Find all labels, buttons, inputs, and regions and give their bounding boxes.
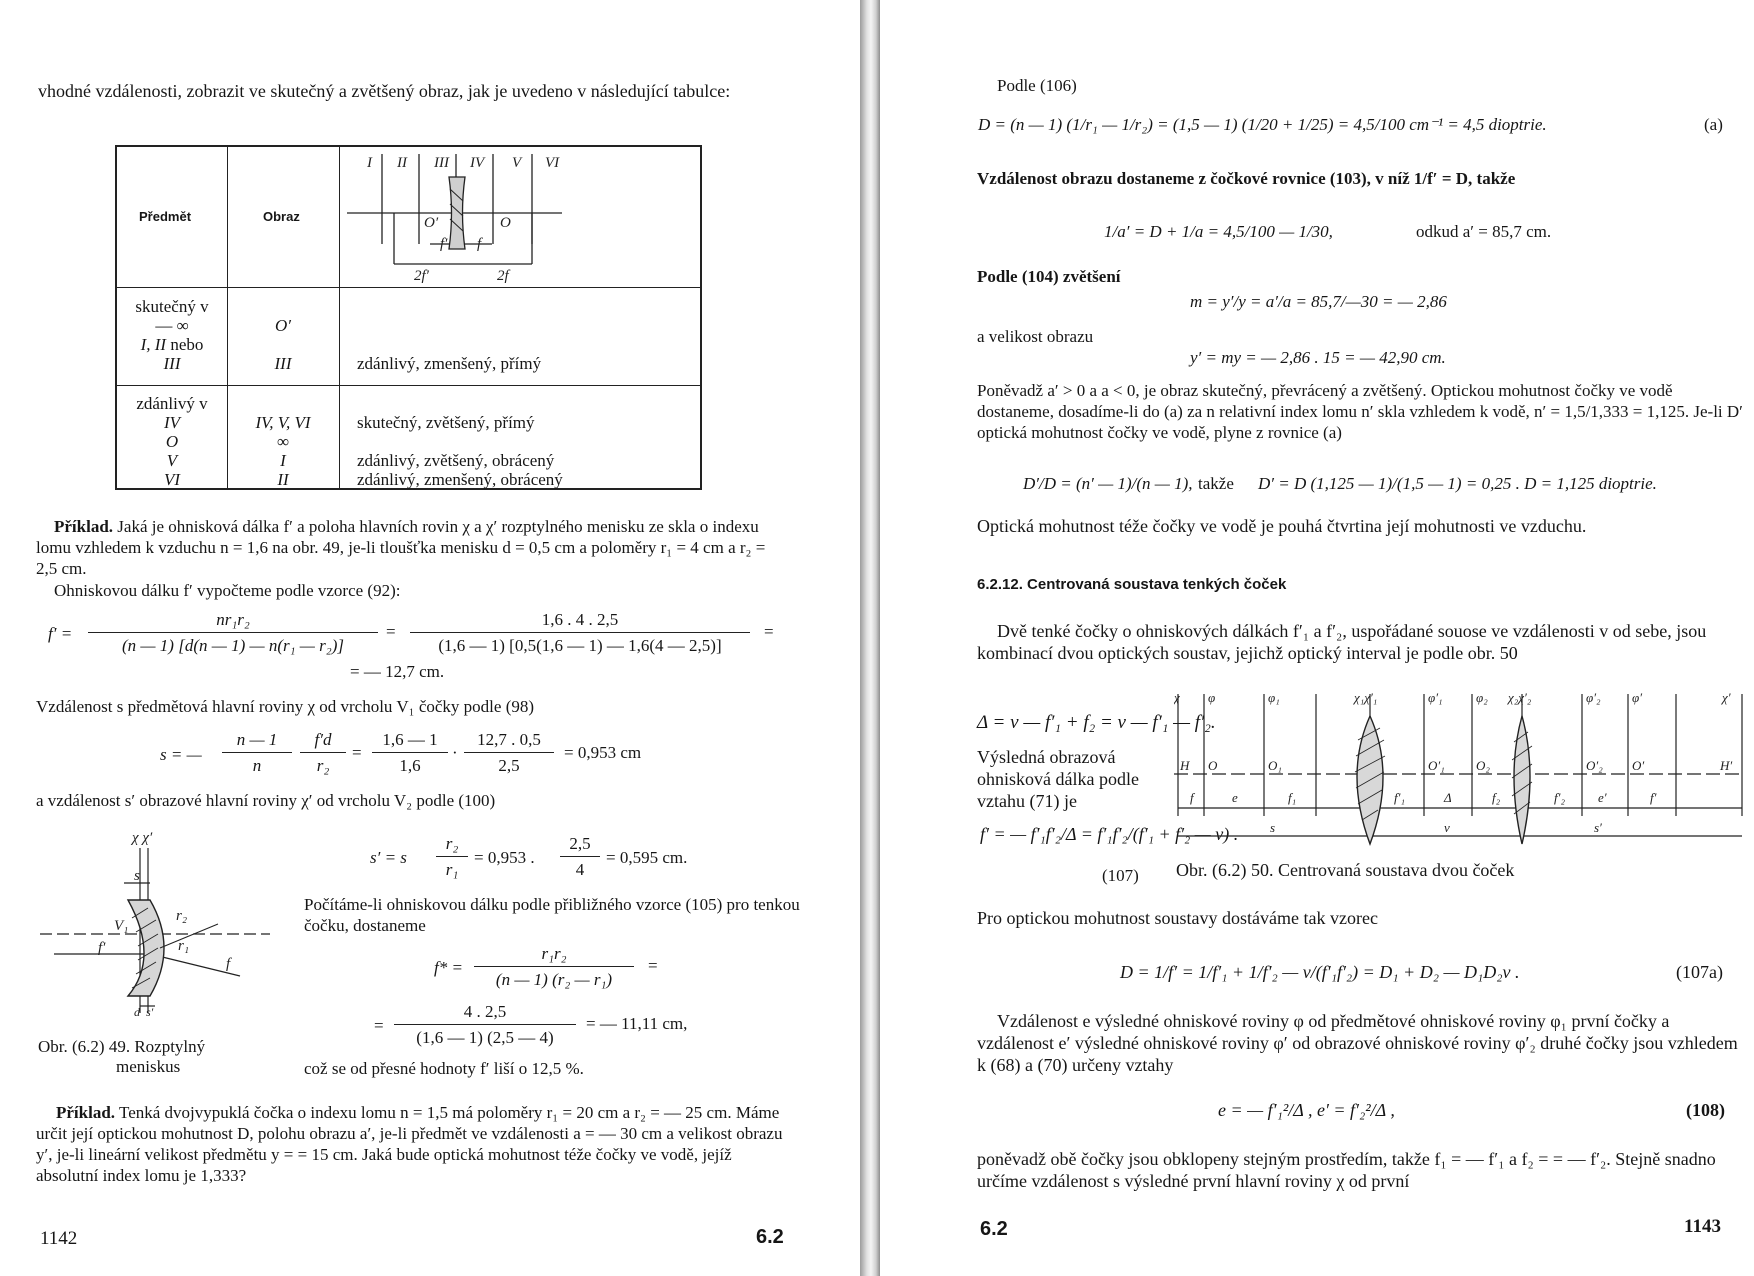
fig49-label-r1: r₁ bbox=[178, 938, 190, 954]
eq5-den: (1,6 — 1) (2,5 — 4) bbox=[416, 1028, 554, 1047]
para6: Vzdálenost e výsledné ohniskové roviny φ od předmětové ohniskové roviny φ₁ první čočky a vzdálenost e′ výsledné ohniskové roviny φ′ od obrazové ohniskové roviny φ′₂ druhé čočky jsou vzhledem k (68) a (70) určeny vztahy bbox=[977, 1011, 1738, 1075]
left-section-number: 6.2 bbox=[756, 1226, 784, 1248]
eq3-result: = 0,595 cm. bbox=[606, 848, 688, 867]
para4: Výsledná obrazová ohnisková dálka podle vztahu (71) je bbox=[977, 747, 1139, 811]
right-section-number: 6.2 bbox=[980, 1218, 1008, 1240]
svg-text:f₁: f₁ bbox=[1288, 790, 1297, 805]
eq2-f3-num: 1,6 — 1 bbox=[382, 730, 438, 749]
fig49-label-v1: V₁ bbox=[114, 918, 129, 934]
svg-text:v: v bbox=[1444, 820, 1450, 835]
svg-text:χ: χ bbox=[1174, 690, 1180, 705]
eq-d: y′ = my = — 2,86 . 15 = — 42,90 cm. bbox=[1190, 348, 1446, 367]
eq-h-tag: (107a) bbox=[1676, 962, 1723, 982]
approx-text: Počítáme-li ohniskovou dálku podle přibližného vzorce (105) pro tenkou čočku, dostaneme bbox=[304, 895, 800, 935]
eq1-eq-b: = bbox=[764, 622, 774, 641]
eq1-frac1-den: (n — 1) [d(n — 1) — n(r₁ — r₂)] bbox=[122, 636, 344, 655]
fig49-label-s: s bbox=[134, 868, 140, 884]
eq-f: Δ = v — f′₁ + f₂ = v — f′₁ — f′₂. bbox=[977, 712, 1216, 733]
example2-label: Příklad. bbox=[56, 1103, 116, 1122]
zone-label-2: II bbox=[397, 155, 407, 171]
zone-label-3: III bbox=[434, 155, 449, 171]
row1-image: O′ III bbox=[274, 316, 292, 373]
zone-label-o: O bbox=[500, 215, 511, 231]
svg-text:f′₁: f′₁ bbox=[1394, 790, 1405, 805]
para2: Optická mohutnost téže čočky ve vodě je pouhá čtvrtina její mohutnosti ve vzduchu. bbox=[977, 516, 1587, 536]
eq4-lhs: f* = bbox=[434, 958, 463, 977]
para1: Poněvadž a′ > 0 a a < 0, je obraz skutečný, převrácený a zvětšený. Optickou mohutnost čočky ve vodě dostaneme, dosadíme-li do (a) za n relativní index lomu n′ skla vzhledem k vodě, n′ = 1,5/1,333 = 1,125. Je-li D′ optická mohutnost čočky ve vodě, plyne z rovnice (a) bbox=[977, 381, 1743, 442]
eq3-f2-num: 2,5 bbox=[569, 834, 591, 853]
zone-label-oprime: O′ bbox=[424, 215, 439, 231]
zone-label-f: f bbox=[477, 236, 482, 252]
eq4-eq: = bbox=[648, 956, 658, 975]
svg-text:f: f bbox=[1190, 790, 1194, 805]
eq1-frac2-num: 1,6 . 4 . 2,5 bbox=[541, 610, 619, 629]
eq1-result: = — 12,7 cm. bbox=[350, 662, 445, 681]
svg-text:χ₂χ′₂: χ₂χ′₂ bbox=[1508, 690, 1532, 705]
svg-text:φ′: φ′ bbox=[1632, 690, 1643, 705]
image-types-table bbox=[115, 145, 702, 490]
dist-s-text: Vzdálenost s předmětová hlavní roviny χ od vrcholu V₁ čočky podle (98) bbox=[36, 697, 535, 716]
section-heading: 6.2.12. Centrovaná soustava tenkých čoček bbox=[977, 576, 1287, 593]
svg-text:H′: H′ bbox=[1720, 758, 1733, 773]
fig49-caption-1: Obr. (6.2) 49. Rozptylný bbox=[38, 1037, 206, 1056]
table-header-image: Obraz bbox=[263, 209, 300, 224]
svg-text:H: H bbox=[1180, 758, 1190, 773]
zone-label-5: V bbox=[512, 155, 522, 171]
zone-label-6: VI bbox=[545, 155, 560, 171]
eq3-f1-den: r₁ bbox=[445, 860, 459, 879]
focal-intro: Ohniskovou dálku f′ vypočteme podle vzorce (92): bbox=[54, 581, 401, 600]
eq-e: D′/D = (n′ — 1)/(n — 1), bbox=[1023, 474, 1193, 493]
left-page: vhodné vzdálenosti, zobrazit ve skutečný a zvětšený obraz, jak je uvedeno v následující tabulce: Předmět Obraz I II III IV V VI O′ O f′ f 2f′ 2f skutečný v — ∞ I, II nebo III O′ III zdánlivý, zmenšený, přímý zdánlivý v IV O V VI IV, V, VI ∞ I II skutečný, zvětšený, přímý zdánlivý, zvětšený, obrácený zdánlivý, zmenšený, obrácený Příklad. Jaká je ohnisková dálka f′ a poloha hlavních rovin χ a χ′ rozptylného menisku ze skla o indexu lomu vzhledem k vzduchu n = 1,6 na obr. 49, je-li tloušťka menisku d = 0,5 cm a poloměry r₁ = 4 cm a r₂ = 2,5 cm. Ohniskovou dálku f′ vypočteme podle vzorce (92): f′ = nr₁r₂ (n — 1) [d(n — 1) — n(r₁ — r₂)] = 1,6 . 4 . 2,5 (1,6 — 1) [0,5(1,6 — 1) — 1,6(4 — 2,5)] = = — 12,7 cm. Vzdálenost s předmětová hlavní roviny χ od vrcholu V₁ čočky podle (98) s = — n — 1 n f′d r₂ = 1,6 — 1 1,6 · 12,7 . 0,5 2,5 = 0,953 cm a vzdálenost s′ obrazové hlavní roviny χ′ od vrcholu V₂ podle (100) χ χ′ s V₁ r₂ r₁ f′ f d s′ s′ = s r₂ r₁ = 0,953 . 2,5 4 = 0,595 cm. Počítáme-li ohniskovou dálku podle přibližného vzorce (105) pro tenkou čočku, dostaneme f* = r₁r₂ (n — 1) (r₂ — r₁) = = 4 . 2,5 (1,6 — 1) (2,5 — 4) = — 11,11 cm, Obr. (6.2) 49. Rozptylný meniskus což se od přesné hodnoty f′ liší o 12,5 %. Příklad. Tenká dvojvypuklá čočka o indexu lomu n = 1,5 má poloměry r₁ = 20 cm a r₂ = — 25 cm. Máme určit její optickou mohutnost D, polohu obrazu a′, je-li předmět ve vzdálenosti a = — 30 cm a velikost obrazu y′, je-li lineární velikost předmětu y = = 15 cm. Jaká bude optická mohutnost téže čočky ve vodě, jejíž absolutní index lomu je 1,333? 1142 6.2 bbox=[0, 0, 860, 1276]
eq-e-mid: takže bbox=[1198, 474, 1234, 493]
svg-text:e′: e′ bbox=[1598, 790, 1607, 805]
fig49-label-d: d bbox=[134, 1005, 140, 1018]
dist-s2-text: a vzdálenost s′ obrazové hlavní roviny χ′ od vrcholu V₂ podle (100) bbox=[36, 791, 496, 810]
para5: Pro optickou mohutnost soustavy dostáváme tak vzorec bbox=[977, 908, 1378, 928]
row2-type-b: zdánlivý, zvětšený, obrácený bbox=[357, 451, 555, 470]
eq-c: m = y′/y = a′/a = 85,7/—30 = — 2,86 bbox=[1190, 292, 1447, 311]
svg-text:φ′₁: φ′₁ bbox=[1428, 690, 1443, 705]
row2-image: IV, V, VI ∞ I II bbox=[255, 413, 311, 489]
svg-text:Δ: Δ bbox=[1444, 790, 1452, 805]
zone-label-4: IV bbox=[470, 155, 485, 171]
svg-text:f′₂: f′₂ bbox=[1554, 790, 1565, 805]
eq-i: e = — f′₁²/Δ , e′ = f′₂²/Δ , bbox=[1218, 1100, 1395, 1120]
svg-text:O: O bbox=[1208, 758, 1218, 773]
zone-label-1: I bbox=[367, 155, 372, 171]
eq-a: D = (n — 1) (1/r₁ — 1/r₂) = (1,5 — 1) (1/20 + 1/25) = 4,5/100 cm⁻¹ = 4,5 dioptrie. bbox=[978, 115, 1547, 134]
book-spine bbox=[860, 0, 880, 1276]
svg-text:O₂: O₂ bbox=[1476, 758, 1490, 773]
fig49-label-chi: χ χ′ bbox=[132, 830, 153, 846]
eq2-f4-den: 2,5 bbox=[498, 756, 520, 775]
para7: poněvadž obě čočky jsou obklopeny stejným prostředím, takže f₁ = — f′₁ a f₂ = = — f′₂. Stejně snadno určíme vzdálenost s výsledné první hlavní roviny χ od první bbox=[977, 1149, 1716, 1191]
eq1-lhs: f′ = bbox=[48, 624, 73, 643]
zone-label-fprime: f′ bbox=[440, 236, 448, 252]
fig49-label-s1: s′ bbox=[146, 1005, 154, 1018]
fig49-caption-2: meniskus bbox=[116, 1057, 181, 1076]
example1-label: Příklad. bbox=[54, 517, 114, 536]
eq1-frac2-bar bbox=[410, 632, 750, 633]
row1-type: zdánlivý, zmenšený, přímý bbox=[357, 354, 542, 373]
right-page-number: 1143 bbox=[1684, 1216, 1721, 1237]
eq3-f2-den: 4 bbox=[575, 860, 585, 879]
example1-text: Jaká je ohnisková dálka f′ a poloha hlavních rovin χ a χ′ rozptylného menisku ze skla o indexu lomu vzhledem k vzduchu n = 1,6 na obr. 49, je-li tloušťka menisku d = 0,5 cm a poloměry r₁ = 4 cm a r₂ = 2,5 cm. bbox=[36, 517, 766, 578]
row2-type-c: zdánlivý, zmenšený, obrácený bbox=[357, 470, 563, 489]
eq4-num: r₁r₂ bbox=[541, 944, 567, 963]
eq5-num: 4 . 2,5 bbox=[463, 1002, 507, 1021]
svg-text:O′: O′ bbox=[1632, 758, 1645, 773]
row2-type-a: skutečný, zvětšený, přímý bbox=[357, 413, 535, 432]
svg-text:φ₁: φ₁ bbox=[1268, 690, 1280, 705]
figure-49-meniscus bbox=[40, 828, 280, 1018]
svg-text:φ₂: φ₂ bbox=[1476, 690, 1488, 705]
fig50-caption: Obr. (6.2) 50. Centrovaná soustava dvou čoček bbox=[1176, 860, 1515, 880]
eq1-frac1-bar bbox=[88, 632, 378, 633]
eq2-f4-num: 12,7 . 0,5 bbox=[477, 730, 541, 749]
example2-paragraph bbox=[36, 1102, 794, 1186]
eq-i-tag: (108) bbox=[1686, 1100, 1725, 1120]
svg-text:f₂: f₂ bbox=[1492, 790, 1501, 805]
svg-text:e: e bbox=[1232, 790, 1238, 805]
eq-e-rhs: D′ = D (1,125 — 1)/(1,5 — 1) = 0,25 . D = 1,125 dioptrie. bbox=[1258, 474, 1657, 493]
fig49-label-fprime: f′ bbox=[98, 940, 106, 956]
eq-h: D = 1/f′ = 1/f′₁ + 1/f′₂ — v/(f′₁f′₂) = D₁ + D₂ — D₁D₂v . bbox=[1120, 962, 1520, 982]
eq5-result: = — 11,11 cm, bbox=[586, 1014, 688, 1033]
svg-text:φ: φ bbox=[1208, 690, 1216, 705]
figure-50-lens-system bbox=[1174, 690, 1750, 852]
eq1-frac2-den: (1,6 — 1) [0,5(1,6 — 1) — 1,6(4 — 2,5)] bbox=[438, 636, 722, 655]
eq2-lhs: s = — bbox=[160, 745, 202, 764]
svg-text:s′: s′ bbox=[1594, 820, 1602, 835]
eq-b: 1/a′ = D + 1/a = 4,5/100 — 1/30, bbox=[1104, 222, 1333, 241]
example1-paragraph bbox=[36, 516, 786, 579]
eq-g: f′ = — f′₁f′₂/Δ = f′₁f′₂/(f′₁ + f′₂ — v) . bbox=[980, 824, 1239, 844]
row2-object: zdánlivý v IV O V VI bbox=[136, 394, 208, 489]
svg-text:χ′: χ′ bbox=[1722, 690, 1731, 705]
example2-text: Tenká dvojvypuklá čočka o indexu lomu n = 1,5 má poloměry r₁ = 20 cm a r₂ = — 25 cm. Máme určit její optickou mohutnost D, polohu obrazu a′, je-li předmět ve vzdálenosti a = — 30 cm a velikost obrazu y′, je-li lineární velikost předmětu y = = 15 cm. Jaká bude optická mohutnost téže čočky ve vodě, jejíž absolutní index lomu je 1,333? bbox=[36, 1103, 783, 1185]
eq2-result: = 0,953 cm bbox=[564, 743, 642, 762]
para3: Dvě tenké čočky o ohniskových dálkách f′₁ a f′₂, uspořádané souose ve vzdálenosti v od sebe, jsou kombinací dvou optických soustav, jejichž optický interval je podle obr. 50 bbox=[977, 621, 1707, 663]
eq2-f1-den: n bbox=[252, 756, 262, 775]
zone-label-2fprime: 2f′ bbox=[414, 268, 429, 284]
size-text: a velikost obrazu bbox=[977, 327, 1094, 346]
row1-object: skutečný v — ∞ I, II nebo III bbox=[135, 297, 209, 373]
eq-b-result: odkud a′ = 85,7 cm. bbox=[1416, 222, 1552, 241]
image-dist-text: Vzdálenost obrazu dostaneme z čočkové rovnice (103), v níž 1/f′ = D, takže bbox=[977, 169, 1516, 188]
eq-a-tag: (a) bbox=[1704, 115, 1723, 134]
diff-text: což se od přesné hodnoty f′ liší o 12,5 %. bbox=[304, 1059, 584, 1078]
fig49-label-r2: r₂ bbox=[176, 908, 188, 924]
svg-text:φ′₂: φ′₂ bbox=[1586, 690, 1601, 705]
eq3-lhs: s′ = s bbox=[370, 848, 407, 867]
thin-lens-zone-diagram bbox=[342, 149, 702, 285]
eq2-f2-den: r₂ bbox=[316, 756, 330, 775]
svg-text:O₁: O₁ bbox=[1268, 758, 1282, 773]
eq1-frac1-num: nr₁r₂ bbox=[216, 610, 250, 629]
svg-text:f′: f′ bbox=[1650, 790, 1657, 805]
eq2-f2-num: f′d bbox=[314, 730, 332, 749]
right-page bbox=[880, 0, 1754, 1276]
fig49-label-f: f bbox=[226, 956, 231, 972]
svg-text:O′₁: O′₁ bbox=[1428, 758, 1445, 773]
eq4-den: (n — 1) (r₂ — r₁) bbox=[495, 970, 613, 989]
svg-text:s: s bbox=[1270, 820, 1276, 835]
eq-g-tag: (107) bbox=[1102, 866, 1139, 885]
svg-text:χ₁χ′₁: χ₁χ′₁ bbox=[1354, 690, 1378, 705]
eq5-pre: = bbox=[374, 1016, 384, 1035]
eq2-f1-num: n — 1 bbox=[236, 730, 278, 749]
podle106: Podle (106) bbox=[997, 76, 1077, 95]
eq3-mid: = 0,953 . bbox=[474, 848, 535, 867]
podle104: Podle (104) zvětšení bbox=[977, 267, 1121, 286]
intro-paragraph: vhodné vzdálenosti, zobrazit ve skutečný a zvětšený obraz, jak je uvedeno v následující tabulce: bbox=[38, 81, 731, 101]
eq3-f1-num: r₂ bbox=[445, 834, 459, 853]
svg-text:O′₂: O′₂ bbox=[1586, 758, 1603, 773]
left-page-number: 1142 bbox=[40, 1228, 78, 1249]
eq1-eq-a: = bbox=[386, 622, 396, 641]
zone-label-2f: 2f bbox=[497, 268, 509, 284]
table-header-object: Předmět bbox=[139, 209, 192, 224]
eq2-f3-den: 1,6 bbox=[399, 756, 421, 775]
